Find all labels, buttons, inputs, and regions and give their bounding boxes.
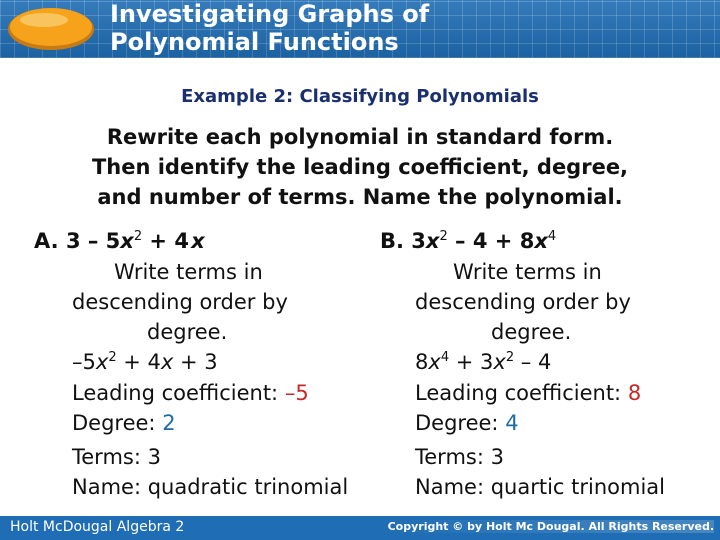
- footer-course: Holt McDougal Algebra 2: [10, 519, 185, 535]
- part-a-terms: [72, 442, 161, 473]
- part-b-standard-form: [415, 347, 551, 378]
- part-a-leading: [72, 378, 309, 409]
- title-line-2: Polynomial Functions: [110, 28, 399, 56]
- part-b-sf-v2: x: [493, 350, 506, 374]
- part-b-degree: [415, 408, 519, 439]
- part-b-name-value: quartic trinomial: [490, 475, 666, 499]
- part-a-expr-t2: + 4: [142, 229, 189, 253]
- part-b-expr-v2: x: [534, 229, 548, 253]
- part-a-terms-label: Terms:: [72, 445, 148, 469]
- part-a-sf-v1: x: [95, 350, 109, 374]
- instructions-line-1: Rewrite each polynomial in standard form.: [106, 125, 614, 149]
- part-a-write-2: descending order by: [72, 290, 288, 314]
- part-a-write-3: degree.: [147, 320, 228, 344]
- part-b-expr-e1: 2: [439, 229, 448, 244]
- part-a-name-value: quadratic trinomial: [147, 475, 349, 499]
- part-a-write-1: Write terms in: [114, 260, 263, 284]
- part-b-sf-v1: x: [428, 350, 441, 374]
- part-b-name: [415, 472, 665, 503]
- part-b-name-label: Name:: [415, 475, 491, 499]
- part-a-expr-e1: 2: [133, 229, 143, 244]
- part-b-expr-e2: 4: [547, 229, 557, 244]
- part-b-expr-v1: x: [425, 229, 440, 253]
- footer-copyright: Copyright © by Holt Mc Dougal. All Rights Reserved.: [378, 520, 714, 533]
- part-a-degree-label: Degree:: [72, 411, 163, 435]
- page-title: [110, 0, 710, 56]
- part-b-sf-t3: – 4: [514, 350, 552, 374]
- part-a-leading-value: –5: [284, 381, 309, 405]
- part-b-degree-label: Degree:: [415, 411, 506, 435]
- part-a-sf-t2: + 4: [116, 350, 161, 374]
- part-a-expr-v2: x: [191, 229, 205, 253]
- part-a-degree: [72, 408, 176, 439]
- part-b-expr-t1: 3: [411, 229, 426, 253]
- part-b-leading: [415, 378, 641, 409]
- part-b-expr-t2: – 4 + 8: [447, 229, 535, 253]
- part-a-sf-t1: –5: [72, 350, 96, 374]
- orange-ellipse-icon: [4, 5, 98, 53]
- title-line-1: Investigating Graphs of: [110, 0, 430, 28]
- part-b-degree-value: 4: [505, 411, 519, 435]
- part-b-sf-e1: 4: [440, 350, 450, 365]
- part-b-problem: [380, 226, 556, 257]
- part-a-name-label: Name:: [72, 475, 148, 499]
- part-b-sf-t1: 8: [415, 350, 429, 374]
- part-b-leading-value: 8: [627, 381, 642, 405]
- part-b-terms-value: 3: [490, 445, 504, 469]
- part-a-degree-value: 2: [162, 411, 176, 435]
- part-b-terms-label: Terms:: [415, 445, 491, 469]
- part-a-expr-t1: 3 – 5: [65, 229, 121, 253]
- part-a-name: [72, 472, 348, 503]
- part-b-write-3: degree.: [491, 320, 572, 344]
- part-b-terms: [415, 442, 504, 473]
- instructions-line-3: and number of terms. Name the polynomial.: [97, 185, 623, 209]
- instructions-line-2: Then identify the leading coefficient, degree,: [91, 155, 629, 179]
- part-a-label: A.: [34, 229, 59, 253]
- part-b-leading-label: Leading coefficient:: [415, 381, 628, 405]
- part-a-expr-v1: x: [120, 229, 134, 253]
- part-b-write-1: Write terms in: [453, 260, 602, 284]
- part-a-sf-e1: 2: [108, 350, 117, 365]
- part-a-problem: [34, 226, 205, 257]
- header-banner: [0, 0, 720, 58]
- footer-bar: [0, 516, 720, 540]
- part-a-sf-v2: x: [160, 350, 174, 374]
- example-heading: Example 2: Classifying Polynomials: [181, 86, 539, 107]
- part-b-write-2: descending order by: [415, 290, 631, 314]
- part-b-label: B.: [380, 229, 404, 253]
- part-b-sf-e2: 2: [505, 350, 515, 365]
- part-b-sf-t2: + 3: [449, 350, 494, 374]
- part-a-sf-t3: + 3: [173, 350, 218, 374]
- instructions: [0, 122, 720, 212]
- part-a-leading-label: Leading coefficient:: [72, 381, 285, 405]
- part-a-standard-form: [72, 347, 218, 378]
- part-a-terms-value: 3: [147, 445, 161, 469]
